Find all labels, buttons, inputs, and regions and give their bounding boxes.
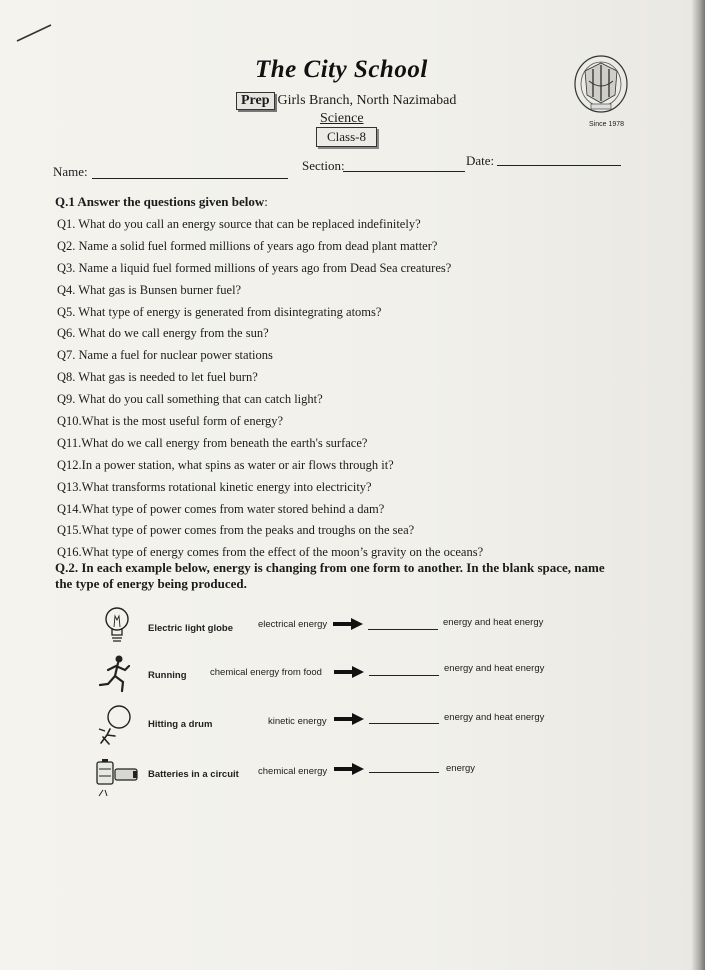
drum-hitting-icon (95, 703, 139, 745)
example-from-energy: electrical energy (258, 619, 328, 630)
question-text: Q9. What do you call something that can catch light? (57, 392, 323, 407)
question-item (57, 411, 483, 433)
q2-heading: Q.2. In each example below, energy is changing from one form to another. In the blank space, name the type of energy being produced. (55, 560, 605, 591)
q1-heading-colon: : (264, 194, 268, 209)
date-input-line[interactable] (497, 165, 621, 166)
question-text: Q5. What type of energy is generated from disintegrating atoms? (57, 304, 382, 319)
question-item (57, 477, 483, 499)
q1-heading-text: Q.1 Answer the questions given below (55, 194, 265, 209)
branch-name: Girls Branch, North Nazimabad (277, 93, 457, 108)
answer-blank[interactable] (369, 772, 439, 773)
question-item (57, 520, 483, 542)
scan-edge-shadow (691, 0, 705, 970)
question-text: Q1. What do you call an energy source that can be replaced indefinitely? (57, 217, 421, 231)
energy-example-row (0, 703, 705, 743)
energy-example-row (0, 654, 705, 694)
question-text: Q11.What do we call energy from beneath the earth's surface? (57, 435, 368, 450)
example-to-energy: energy and heat energy (443, 617, 544, 628)
answer-blank[interactable] (369, 723, 439, 724)
example-from-energy: kinetic energy (268, 716, 327, 727)
branch-line (236, 92, 456, 110)
question-item (57, 280, 483, 302)
pen-mark (15, 22, 55, 44)
q1-question-list (57, 214, 483, 564)
question-item (57, 323, 483, 345)
right-arrow-icon (334, 666, 364, 678)
answer-blank[interactable] (368, 629, 438, 630)
example-from-energy: chemical energy (258, 766, 328, 777)
question-text: Q10.What is the most useful form of energy? (57, 414, 284, 429)
question-text: Q13.What transforms rotational kinetic energy into electricity? (57, 479, 372, 494)
example-label: Batteries in a circuit (148, 769, 239, 780)
school-logo-icon (571, 51, 631, 131)
question-text: Q16.What type of energy comes from the effect of the moon’s gravity on the oceans? (57, 545, 484, 560)
right-arrow-icon (333, 618, 363, 630)
question-item (57, 367, 483, 389)
right-arrow-icon (334, 763, 364, 775)
section-label: Section: (302, 158, 345, 173)
name-input-line[interactable] (92, 178, 288, 179)
question-text: Q4. What gas is Bunsen burner fuel? (57, 282, 242, 297)
example-label: Electric light globe (148, 623, 233, 634)
example-label: Running (148, 670, 187, 681)
question-item (57, 214, 483, 236)
right-arrow-icon (334, 713, 364, 725)
logo-year: Since 1978 (589, 121, 625, 128)
date-label: Date: (466, 153, 495, 168)
section-input-line[interactable] (343, 171, 465, 172)
class-badge: Class-8 (316, 127, 377, 147)
question-text: Q14.What type of power comes from water stored behind a dam? (57, 501, 385, 516)
example-to-energy: energy and heat energy (444, 663, 545, 674)
energy-example-row (0, 604, 705, 644)
q1-heading (55, 194, 268, 210)
example-to-energy: energy (446, 763, 476, 774)
question-text: Q12.In a power station, what spins as water or air flows through it? (57, 457, 394, 472)
question-item (57, 455, 483, 477)
question-item (57, 258, 483, 280)
battery-icon (95, 756, 139, 798)
question-text: Q7. Name a fuel for nuclear power stations (57, 348, 273, 363)
name-label: Name: (53, 164, 88, 179)
example-from-energy: chemical energy from food (210, 667, 322, 678)
question-text: Q2. Name a solid fuel formed millions of years ago from dead plant matter? (57, 238, 438, 253)
subject-title: Science (320, 111, 364, 126)
question-item (57, 302, 483, 324)
question-item (57, 499, 483, 521)
question-item (57, 345, 483, 367)
question-text: Q8. What gas is needed to let fuel burn? (57, 370, 258, 385)
question-text: Q6. What do we call energy from the sun? (57, 326, 269, 341)
question-item (57, 433, 483, 455)
school-name: The City School (255, 56, 428, 83)
energy-example-row (0, 756, 705, 796)
light-bulb-icon (95, 604, 139, 646)
question-text: Q15.What type of power comes from the peaks and troughs on the sea? (57, 523, 415, 538)
answer-blank[interactable] (369, 675, 439, 676)
question-text: Q3. Name a liquid fuel formed millions of years ago from Dead Sea creatures? (57, 260, 452, 275)
question-item (57, 236, 483, 258)
example-to-energy: energy and heat energy (444, 712, 545, 723)
prep-badge: Prep (236, 92, 275, 110)
question-item (57, 389, 483, 411)
runner-icon (95, 654, 139, 696)
example-label: Hitting a drum (148, 719, 213, 730)
